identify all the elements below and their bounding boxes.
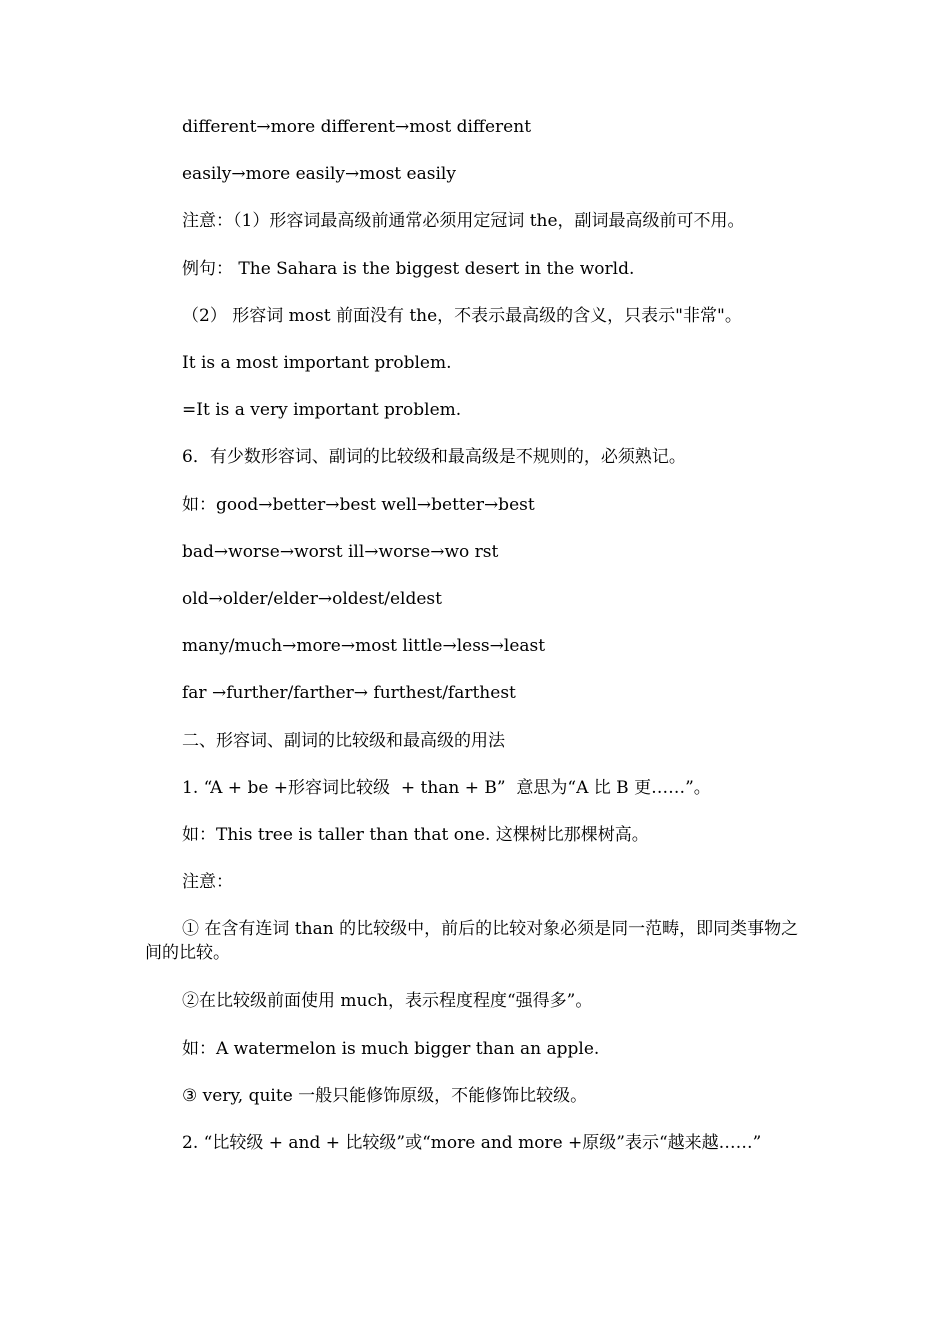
text-line: many/much→more→most little→less→least (182, 636, 546, 656)
text-line: 例句： The Sahara is the biggest desert in the world. (182, 259, 635, 279)
text-line: ②在比较级前面使用 much，表示程度程度“强得多”。 (182, 991, 593, 1011)
text-line: 1. “A + be +形容词比较级 + than + B” 意思为“A 比 B 更……”。 (182, 778, 711, 798)
text-paragraph: ① 在含有连词 than 的比较级中，前后的比较对象必须是同一范畴，即同类事物之间的比较。 (145, 919, 799, 963)
text-line: It is a most important problem. (182, 353, 452, 373)
text-paragraph: 2. “比较级 + and + 比较级”或“more and more +原级”表示“越来越……” (182, 1133, 762, 1153)
text-line: 6．有少数形容词、副词的比较级和最高级是不规则的，必须熟记。 (182, 447, 686, 467)
text-line: 注意： (182, 872, 233, 892)
text-line: 如：A watermelon is much bigger than an apple. (182, 1039, 600, 1059)
text-line: easily→more easily→most easily (182, 164, 456, 184)
text-line: =It is a very important problem. (182, 400, 462, 420)
text-line: bad→worse→worst ill→worse→wo rst (182, 542, 499, 562)
section-heading: 二、形容词、副词的比较级和最高级的用法 (182, 731, 505, 751)
text-line: 注意：（1）形容词最高级前通常必须用定冠词 the，副词最高级前可不用。 (182, 211, 745, 231)
text-line: ③ very, quite 一般只能修饰原级，不能修饰比较级。 (182, 1086, 588, 1106)
text-line: old→older/elder→oldest/eldest (182, 589, 442, 609)
text-line: （2） 形容词 most 前面没有 the，不表示最高级的含义，只表示"非常"。 (182, 306, 742, 326)
text-line: far →further/farther→ furthest/farthest (182, 683, 516, 703)
text-line: different→more different→most different (182, 117, 532, 137)
text-line: 如：This tree is taller than that one. 这棵树比那棵树高。 (182, 825, 649, 845)
text-line: 如：good→better→best well→better→best (182, 495, 535, 515)
